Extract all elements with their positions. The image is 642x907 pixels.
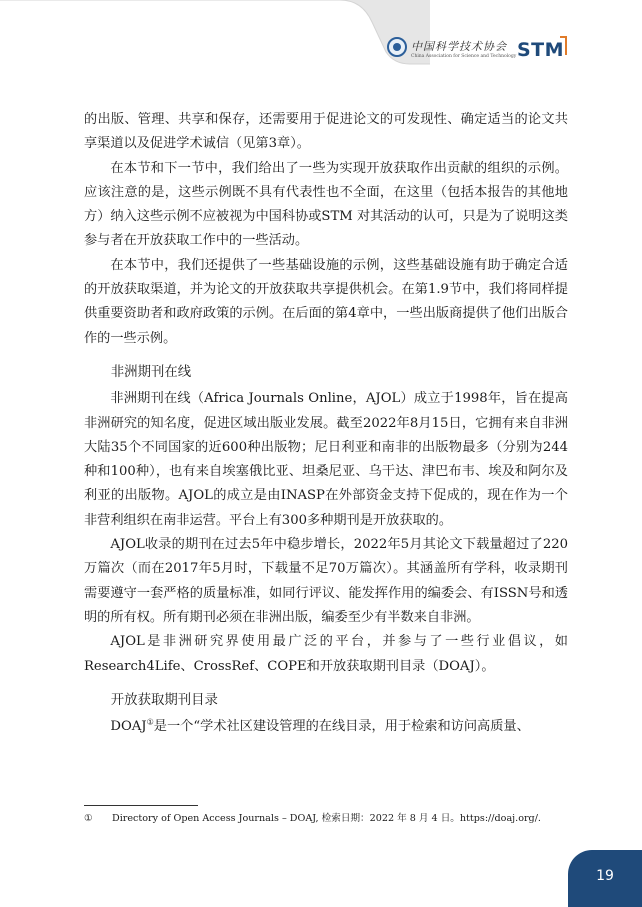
footnote-mark: ① — [84, 813, 93, 824]
paragraph: AJOL收录的期刊在过去5年中稳步增长，2022年5月其论文下载量超过了220万篇次（而在2017年5月时，下载量不足70万篇次）。其涵盖所有学科，收录期刊需要遵守一套严格的质量标准，如同行评议、能发挥作用的编委会、有ISSN号和透明的所有权。所有期刊必须在非洲出版，编委至少有半数来自非洲。 — [84, 537, 568, 625]
header-gray-band — [0, 0, 430, 86]
paragraph: 在本节和下一节中，我们给出了一些为实现开放获取作出贡献的组织的示例。应该注意的是，这些示例既不具有代表性也不全面，在这里（包括本报告的其他地方）纳入这些示例不应被视为中国科协或STM 对其活动的认可，只是为了说明这类参与者在开放获取工作中的一些活动。 — [84, 160, 568, 249]
paragraph: 在本节中，我们还提供了一些基础设施的示例，这些基础设施有助于确定合适的开放获取渠道，并为论文的开放获取共享提供机会。在第1.9节中，我们将同样提供重要资助者和政府政策的示例。在后面的第4章中，一些出版商提供了他们出版合作的一些示例。 — [84, 257, 568, 346]
paragraph: 非洲期刊在线（Africa Journals Online，AJOL）成立于1998年，旨在提高非洲研究的知名度，促进区域出版业发展。截至2022年8月15日，它拥有来自非洲大陆35个不同国家的近600种出版物；尼日利亚和南非的出版物最多（分别为244种和100种），也有来自埃塞俄比亚、坦桑尼亚、乌干达、津巴布韦、埃及和阿尔及利亚的出版物。AJOL的成立是由INASP在外部资金支持下促成的，现在作为一个非营利组织在南非运营。平台上有300多种期刊是开放获取的。 — [84, 391, 568, 528]
section-heading-doaj: 开放获取期刊目录 — [110, 692, 218, 708]
paragraph: AJOL是非洲研究界使用最广泛的平台，并参与了一些行业倡议，如Research4Life、CrossRef、COPE和开放获取期刊目录（DOAJ）。 — [84, 634, 568, 674]
cast-name-en: China Association for Science and Technology — [411, 54, 517, 59]
stm-logo: STM — [517, 39, 565, 61]
doaj-term: DOAJ — [110, 719, 147, 735]
footnote-text: Directory of Open Access Journals – DOAJ, 检索日期：2022 年 8 月 4 日。https://doaj.org/. — [112, 813, 541, 824]
main-text — [84, 108, 568, 739]
footnote — [84, 811, 568, 827]
stm-bracket-icon — [559, 36, 567, 56]
paragraph-text: 是一个“学术社区建设管理的在线目录，用于检索和访问高质量、 — [153, 719, 530, 735]
page-number: 19 — [596, 868, 614, 884]
paragraph — [84, 715, 568, 739]
paragraph: 的出版、管理、共享和保存，还需要用于促进论文的可发现性、确定适当的论文共享渠道以及促进学术诚信（见第3章）。 — [84, 112, 568, 152]
cast-logo-icon — [387, 37, 407, 57]
footnote-ref[interactable]: ① — [146, 717, 154, 727]
section-heading-ajol: 非洲期刊在线 — [110, 364, 192, 380]
page-number-tab — [568, 850, 642, 907]
footnote-divider — [84, 805, 198, 806]
cast-name-cn: 中国科学技术协会 — [411, 40, 507, 53]
